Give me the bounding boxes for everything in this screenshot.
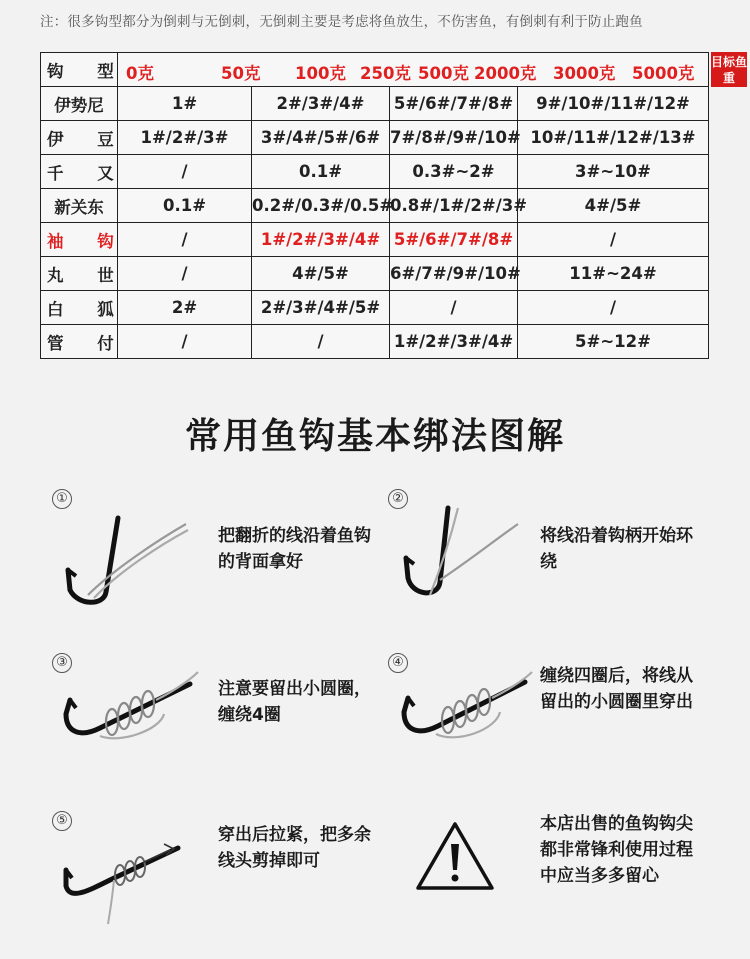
step-number: ③ — [52, 653, 72, 673]
step-number: ① — [52, 489, 72, 509]
size-cell: 4#/5# — [518, 189, 709, 223]
step-number: ⑤ — [52, 811, 72, 831]
size-cell: 5#/6#/7#/8# — [390, 223, 518, 257]
size-cell: 4#/5# — [252, 257, 390, 291]
hook-name: 新关东 — [41, 189, 118, 223]
weight-label: 50克 — [221, 64, 261, 83]
weight-label: 100克 — [295, 64, 346, 83]
size-cell: 6#/7#/9#/10# — [390, 257, 518, 291]
warning-icon — [414, 820, 496, 892]
note-text: 注：很多钩型都分为倒刺与无倒刺，无倒刺主要是考虑将鱼放生，不伤害鱼，有倒刺有利于防止跑鱼 — [40, 14, 643, 30]
weight-header-row — [41, 53, 709, 87]
step-description: 把翻折的线沿着鱼钩的背面拿好 — [218, 526, 371, 572]
section-title: 常用鱼钩基本绑法图解 — [184, 416, 565, 457]
size-cell: 0.8#/1#/2#/3# — [390, 189, 518, 223]
size-cell: 2#/3#/4#/5# — [252, 291, 390, 325]
size-cell: 9#/10#/11#/12# — [518, 87, 709, 121]
size-cell: 1#/2#/3#/4# — [252, 223, 390, 257]
hook-step1-illustration — [58, 510, 198, 610]
table-row — [41, 189, 709, 223]
table-row — [41, 87, 709, 121]
size-cell: / — [518, 223, 709, 257]
hook-name: 管 付 — [41, 325, 118, 359]
size-cell: 10#/11#/12#/13# — [518, 121, 709, 155]
size-cell: / — [118, 325, 252, 359]
size-cell: 0.1# — [252, 155, 390, 189]
step-number: ② — [388, 489, 408, 509]
table-row — [41, 121, 709, 155]
table-row — [41, 257, 709, 291]
size-cell: 5#/6#/7#/8# — [390, 87, 518, 121]
hook-step4-illustration — [400, 668, 535, 753]
weight-label: 0克 — [126, 64, 154, 83]
size-cell: 2# — [118, 291, 252, 325]
size-cell: / — [118, 223, 252, 257]
size-cell: 1# — [118, 87, 252, 121]
target-fish-weight-badge: 目标鱼重 — [711, 52, 747, 87]
step-description: 穿出后拉紧，把多余线头剪掉即可 — [218, 825, 371, 871]
hook-name: 袖 钩 — [41, 223, 118, 257]
size-cell: 0.3#~2# — [390, 155, 518, 189]
hook-step3-illustration — [60, 670, 200, 755]
table-row — [41, 325, 709, 359]
size-cell: 3#/4#/5#/6# — [252, 121, 390, 155]
hook-step2-illustration — [400, 500, 530, 605]
weight-label: 2000克 — [474, 64, 537, 83]
step-description: 将线沿着钩柄开始环绕 — [540, 526, 693, 572]
weight-label: 3000克 — [553, 64, 616, 83]
size-cell: / — [252, 325, 390, 359]
step-description: 缠绕四圈后，将线从留出的小圆圈里穿出 — [540, 666, 693, 712]
table-row — [41, 291, 709, 325]
table-row-highlighted — [41, 223, 709, 257]
size-cell: / — [390, 291, 518, 325]
weight-scale — [118, 53, 709, 87]
warning-text: 本店出售的鱼钩钩尖都非常锋利使用过程中应当多多留心 — [540, 814, 693, 886]
size-cell: 1#/2#/3# — [118, 121, 252, 155]
size-cell: / — [118, 257, 252, 291]
size-cell: 3#~10# — [518, 155, 709, 189]
weight-label: 250克 — [360, 64, 411, 83]
step-number: ④ — [388, 653, 408, 673]
step-description: 注意要留出小圆圈，缠绕4圈 — [218, 679, 371, 725]
size-cell: / — [518, 291, 709, 325]
size-cell: 2#/3#/4# — [252, 87, 390, 121]
hook-name: 白 狐 — [41, 291, 118, 325]
hook-name: 伊 豆 — [41, 121, 118, 155]
size-cell: 0.1# — [118, 189, 252, 223]
size-cell: 0.2#/0.3#/0.5# — [252, 189, 390, 223]
hook-size-table — [40, 52, 709, 359]
weight-label: 5000克 — [632, 64, 695, 83]
size-cell: / — [118, 155, 252, 189]
size-cell: 7#/8#/9#/10# — [390, 121, 518, 155]
size-cell: 5#~12# — [518, 325, 709, 359]
hook-type-header: 钩 型 — [41, 53, 118, 87]
weight-label: 500克 — [418, 64, 469, 83]
hook-name: 千 又 — [41, 155, 118, 189]
table-row — [41, 155, 709, 189]
size-cell: 11#~24# — [518, 257, 709, 291]
hook-step5-illustration — [58, 830, 198, 925]
size-cell: 1#/2#/3#/4# — [390, 325, 518, 359]
hook-name: 伊势尼 — [41, 87, 118, 121]
hook-name: 丸 世 — [41, 257, 118, 291]
